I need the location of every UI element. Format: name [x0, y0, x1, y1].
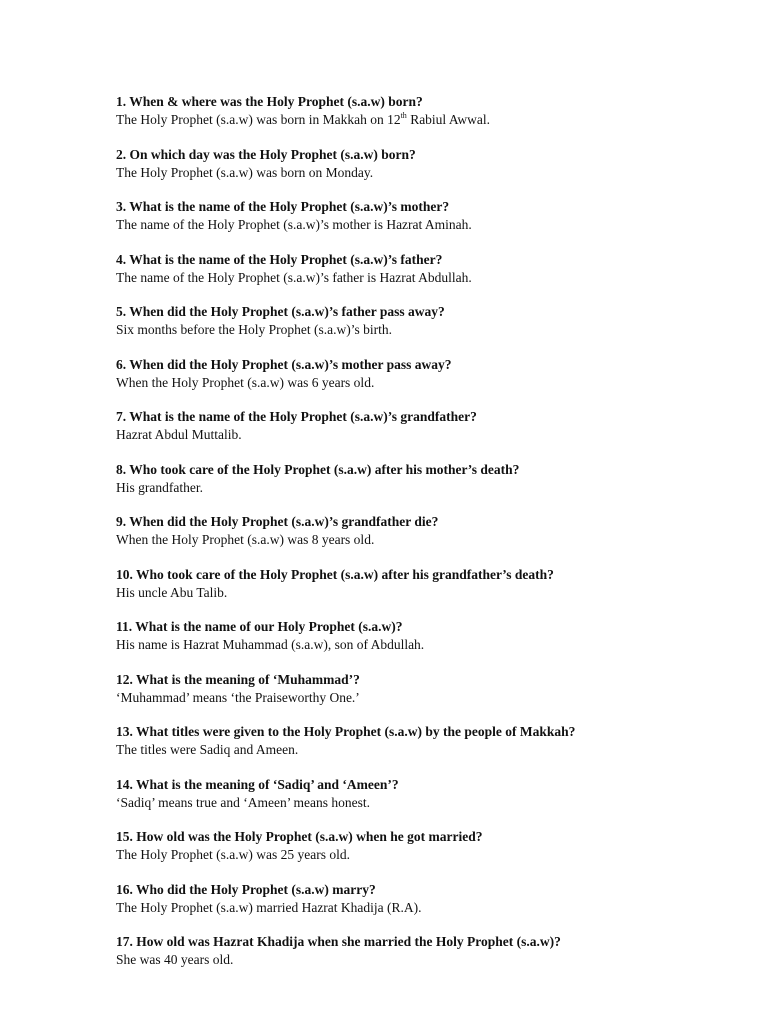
answer: The Holy Prophet (s.a.w) was born on Monday.	[116, 164, 374, 180]
qa-item	[116, 776, 736, 812]
qa-item	[116, 723, 736, 759]
document-page	[116, 93, 736, 986]
question: 15. How old was the Holy Prophet (s.a.w) when he got married?	[116, 829, 483, 844]
qa-item	[116, 146, 736, 182]
answer: ‘Sadiq’ means true and ‘Ameen’ means honest.	[116, 794, 371, 810]
answer: Hazrat Abdul Muttalib.	[116, 427, 242, 442]
answer: His grandfather.	[116, 479, 203, 495]
answer: ‘Muhammad’ means ‘the Praiseworthy One.’	[116, 689, 360, 705]
answer	[116, 111, 736, 129]
answer-text-end: Rabiul Awwal.	[406, 112, 490, 127]
question: 3. What is the name of the Holy Prophet (s.a.w)’s mother?	[116, 199, 450, 214]
ordinal-suffix: th	[400, 111, 407, 120]
qa-item	[116, 566, 736, 602]
answer: His uncle Abu Talib.	[116, 584, 228, 600]
qa-item	[116, 671, 736, 707]
qa-item	[116, 303, 736, 339]
question: 11. What is the name of our Holy Prophet (s.a.w)?	[116, 619, 403, 634]
question: 9. When did the Holy Prophet (s.a.w)’s grandfather die?	[116, 514, 439, 529]
question: 13. What titles were given to the Holy Prophet (s.a.w) by the people of Makkah?	[116, 724, 576, 739]
answer: The name of the Holy Prophet (s.a.w)’s mother is Hazrat Aminah.	[116, 217, 472, 232]
qa-item	[116, 93, 736, 129]
question: 14. What is the meaning of ‘Sadiq’ and ‘Ameen’?	[116, 776, 399, 792]
qa-item	[116, 251, 736, 287]
answer: When the Holy Prophet (s.a.w) was 6 years old.	[116, 374, 375, 390]
question: 2. On which day was the Holy Prophet (s.a.w) born?	[116, 146, 416, 162]
answer: When the Holy Prophet (s.a.w) was 8 years old.	[116, 532, 375, 547]
qa-item	[116, 356, 736, 392]
answer: She was 40 years old.	[116, 952, 234, 967]
qa-item	[116, 933, 736, 969]
answer: The titles were Sadiq and Ameen.	[116, 742, 299, 757]
question: 4. What is the name of the Holy Prophet (s.a.w)’s father?	[116, 251, 443, 267]
question: 12. What is the meaning of ‘Muhammad’?	[116, 671, 360, 687]
qa-item	[116, 881, 736, 917]
question: 5. When did the Holy Prophet (s.a.w)’s father pass away?	[116, 304, 445, 319]
question: 1. When & where was the Holy Prophet (s.a.w) born?	[116, 94, 423, 109]
answer: The Holy Prophet (s.a.w) was 25 years old.	[116, 847, 350, 862]
question: 17. How old was Hazrat Khadija when she married the Holy Prophet (s.a.w)?	[116, 934, 561, 949]
qa-item	[116, 618, 736, 654]
question: 10. Who took care of the Holy Prophet (s.a.w) after his grandfather’s death?	[116, 566, 554, 582]
answer: The name of the Holy Prophet (s.a.w)’s father is Hazrat Abdullah.	[116, 269, 472, 285]
question: 7. What is the name of the Holy Prophet (s.a.w)’s grandfather?	[116, 409, 477, 424]
question: 16. Who did the Holy Prophet (s.a.w) marry?	[116, 881, 376, 897]
answer: The Holy Prophet (s.a.w) married Hazrat Khadija (R.A).	[116, 899, 422, 915]
qa-item	[116, 408, 736, 444]
qa-item	[116, 461, 736, 497]
qa-item	[116, 513, 736, 549]
qa-item	[116, 198, 736, 234]
answer: His name is Hazrat Muhammad (s.a.w), son of Abdullah.	[116, 637, 425, 652]
question: 6. When did the Holy Prophet (s.a.w)’s mother pass away?	[116, 356, 452, 372]
qa-item	[116, 828, 736, 864]
answer-text: The Holy Prophet (s.a.w) was born in Makkah on 12	[116, 112, 401, 127]
question: 8. Who took care of the Holy Prophet (s.a.w) after his mother’s death?	[116, 461, 520, 477]
answer: Six months before the Holy Prophet (s.a.w)’s birth.	[116, 322, 392, 337]
